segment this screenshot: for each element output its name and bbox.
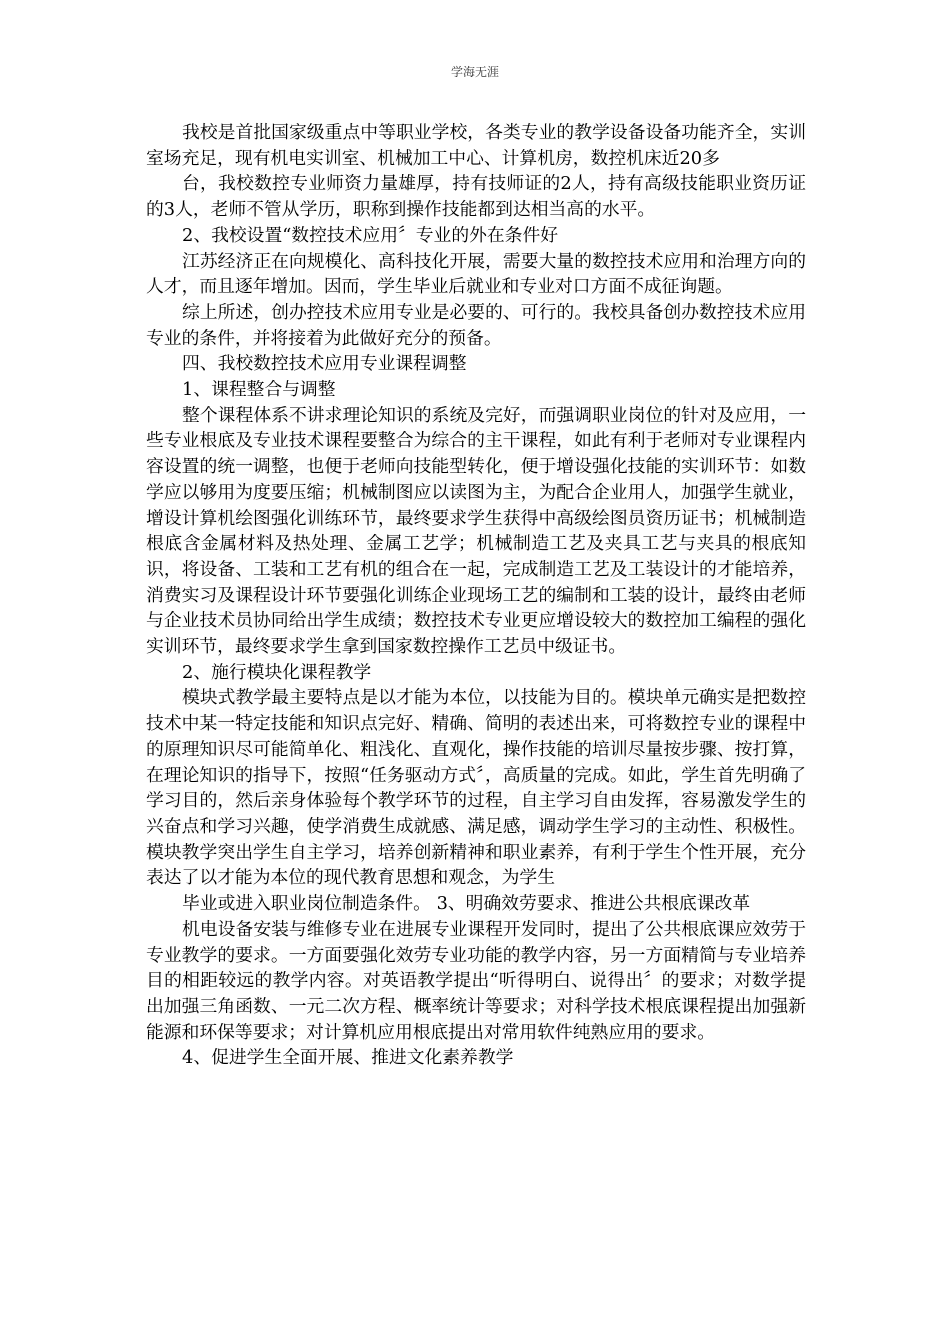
section-heading: 四、我校数控技术应用专业课程调整 <box>182 353 467 375</box>
section-heading: 1、课程整合与调整 <box>182 379 336 401</box>
paragraph: 机电设备安装与维修专业在进展专业课程开发同时，提出了公共根底课应效劳于专业教学的要求。一方面要强化效劳专业功能的教学内容，另一方面精简与专业培养目的相距较远的教学内容。对英语教学提出“听得明白、说得出〞的要求；对数学提出加强三角函数、一元二次方程、概率统计等要求；对科学技术根底课程提出加强新能源和环保等要求；对计算机应用根底提出对常用软件纯熟应用的要求。 <box>146 918 806 1043</box>
paragraph: 江苏经济正在向规模化、高科技化开展，需要大量的数控技术应用和治理方向的人才，而且逐年增加。因而，学生毕业后就业和专业对口方面不成征询题。 <box>146 250 806 298</box>
section-heading: 2、施行模块化课程教学 <box>182 661 372 683</box>
paragraph: 整个课程体系不讲求理论知识的系统及完好，而强调职业岗位的针对及应用，一些专业根底及专业技术课程要整合为综合的主干课程，如此有利于老师对专业课程内容设置的统一调整，也便于老师向技能型转化，便于增设强化技能的实训环节：如数学应以够用为度要压缩；机械制图应以读图为主，为配合企业用人，加强学生就业，增设计算机绘图强化训练环节，最终要求学生获得中高级绘图员资历证书；机械制造根底含金属材料及热处理、金属工艺学；机械制造工艺及夹具工艺与夹具的根底知识，将设备、工装和工艺有机的组合在一起，完成制造工艺及工装设计的才能培养，消费实习及课程设计环节要强化训练企业现场工艺的编制和工装的设计，最终由老师与企业技术员协同给出学生成绩；数控技术专业更应增设较大的数控加工编程的强化实训环节，最终要求学生拿到国家数控操作工艺员中级证书。 <box>146 404 806 658</box>
document-body <box>146 120 806 1071</box>
paragraph: 模块式教学最主要特点是以才能为本位，以技能为目的。模块单元确实是把数控技术中某一特定技能和知识点完好、精确、简明的表述出来，可将数控专业的课程中的原理知识尽可能简单化、粗浅化、直观化，操作技能的培训尽量按步骤、按打算，在理论知识的指导下，按照“任务驱动方式〞，高质量的完成。如此，学生首先明确了学习目的，然后亲身体验每个教学环节的过程，自主学习自由发挥，容易激发学生的兴奋点和学习兴趣，使学消费生成就感、满足感，调动学生学习的主动性、积极性。模块教学突出学生自主学习，培养创新精神和职业素养，有利于学生个性开展，充分表达了以才能为本位的现代教育思想和观念，为学生 <box>146 687 806 889</box>
section-heading: 2、我校设置“数控技术应用〞专业的外在条件好 <box>182 224 559 246</box>
page-header: 学海无涯 <box>450 65 499 79</box>
paragraph: 台，我校数控专业师资力量雄厚，持有技师证的2人，持有高级技能职业资历证的3人，老师不管从学历，职称到操作技能都到达相当高的水平。 <box>146 173 806 221</box>
paragraph: 毕业或进入职业岗位制造条件。 3、明确效劳要求、推进公共根底课改革 <box>182 893 751 915</box>
section-heading: 4、促进学生全面开展、推进文化素养教学 <box>182 1047 514 1069</box>
paragraph: 我校是首批国家级重点中等职业学校，各类专业的教学设备设备功能齐全，实训室场充足，现有机电实训室、机械加工中心、计算机房，数控机床近20多 <box>146 122 806 169</box>
paragraph: 综上所述，创办控技术应用专业是必要的、可行的。我校具备创办数控技术应用专业的条件，并将接着为此做好充分的预备。 <box>146 301 806 349</box>
